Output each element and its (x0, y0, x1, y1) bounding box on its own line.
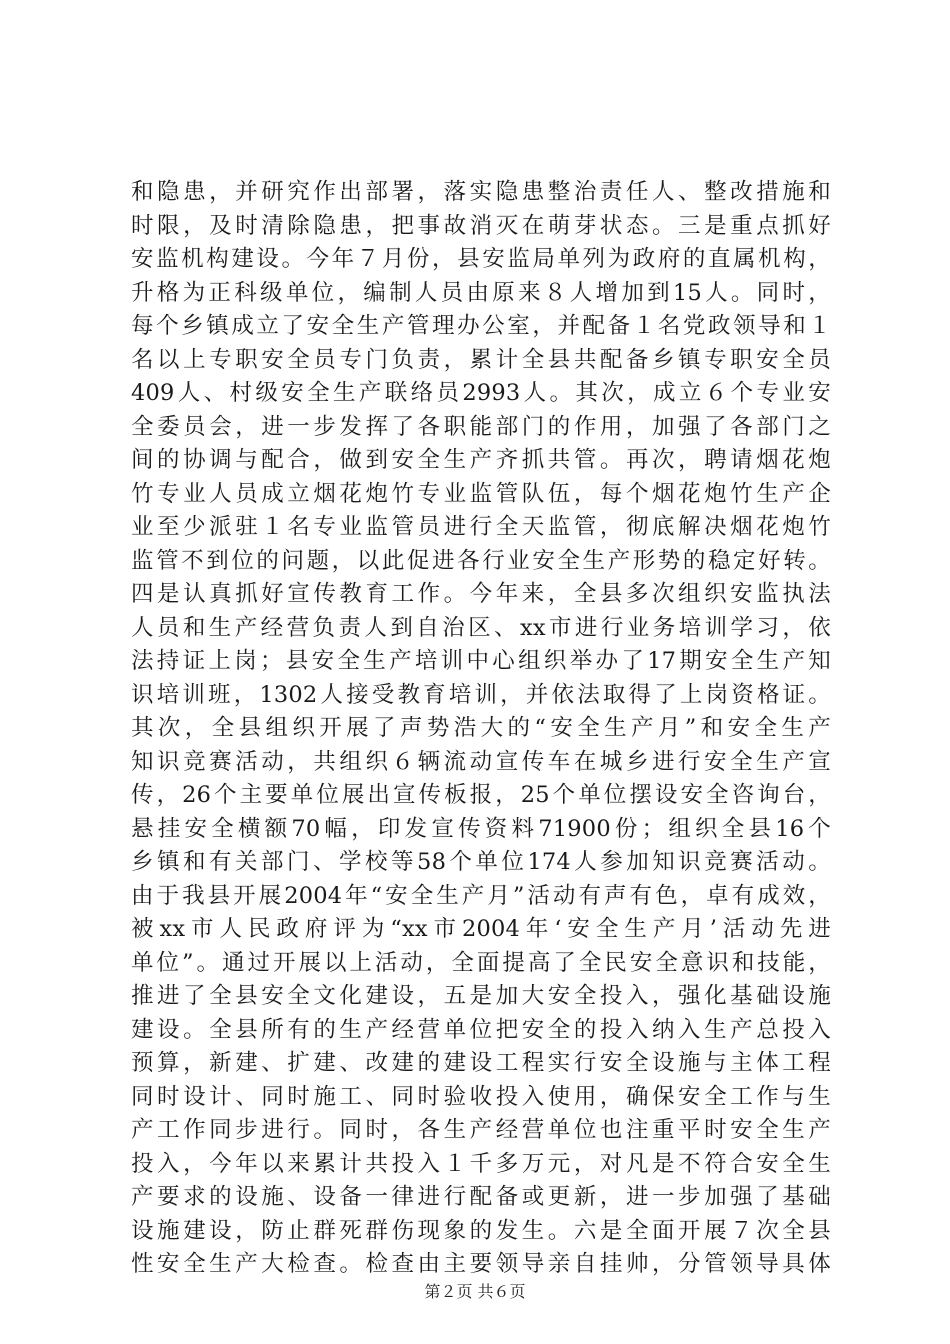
text-line: 升格为正科级单位，编制人员由原来８人增加到15人。同时， (131, 279, 831, 306)
text-line: 时限，及时清除隐患，把事故消灭在萌芽状态。三是重点抓好 (131, 212, 831, 239)
text-line: 全委员会，进一步发挥了各职能部门的作用，加强了各部门之 (131, 413, 831, 440)
text-line: 每个乡镇成立了安全生产管理办公室，并配备１名党政领导和１ (131, 313, 831, 339)
text-line: 同时设计、同时施工、同时验收投入使用，确保安全工作与生 (131, 1083, 831, 1110)
text-line: 性安全生产大检查。检查由主要领导亲自挂帅，分管领导具体 (131, 1251, 831, 1277)
text-line: 其次，全县组织开展了声势浩大的“安全生产月”和安全生产 (131, 715, 831, 741)
text-line: 业至少派驻１名专业监管员进行全天监管，彻底解决烟花炮竹 (131, 514, 831, 540)
text-line: 设施建设，防止群死群伤现象的发生。六是全面开展７次全县 (131, 1217, 831, 1244)
text-line: 间的协调与配合，做到安全生产齐抓共管。再次，聘请烟花炮 (131, 447, 831, 473)
text-line: 和隐患，并研究作出部署，落实隐患整治责任人、整改措施和 (131, 179, 831, 205)
text-line: 产工作同步进行。同时，各生产经营单位也注重平时安全生产 (131, 1117, 831, 1143)
text-line: 单位”。通过开展以上活动，全面提高了全民安全意识和技能， (131, 949, 831, 976)
text-line: 人员和生产经营负责人到自治区、xx市进行业务培训学习，依 (131, 614, 831, 641)
text-line: 知识竞赛活动，共组织６辆流动宣传车在城乡进行安全生产宣 (131, 748, 831, 775)
text-line: 被xx市人民政府评为“xx市2004年‘安全生产月’活动先进 (131, 916, 831, 942)
text-line: 监管不到位的问题，以此促进各行业安全生产形势的稳定好转。 (131, 547, 831, 574)
text-line: 由于我县开展2004年“安全生产月”活动有声有色，卓有成效， (131, 882, 831, 909)
text-line: 识培训班，1302人接受教育培训，并依法取得了上岗资格证。 (131, 681, 831, 708)
text-line: 安监机构建设。今年７月份，县安监局单列为政府的直属机构， (131, 246, 831, 272)
text-line: 推进了全县安全文化建设，五是加大安全投入，强化基础设施 (131, 983, 831, 1009)
text-line: 投入，今年以来累计共投入１千多万元，对凡是不符合安全生 (131, 1150, 831, 1177)
text-line: 竹专业人员成立烟花炮竹专业监管队伍，每个烟花炮竹生产企 (131, 480, 831, 507)
body-text (131, 176, 831, 1282)
text-line: 悬挂安全横额70幅，印发宣传资料71900份；组织全县16个 (131, 815, 831, 842)
text-line: 409人、村级安全生产联络员2993人。其次，成立６个专业安 (131, 380, 831, 406)
text-line: 法持证上岗；县安全生产培训中心组织举办了17期安全生产知 (131, 648, 831, 674)
text-line: 预算，新建、扩建、改建的建设工程实行安全设施与主体工程 (131, 1050, 831, 1076)
page-number-footer: 第２页 共６页 (424, 1282, 526, 1301)
text-line: 建设。全县所有的生产经营单位把安全的投入纳入生产总投入 (131, 1016, 831, 1043)
text-line: 乡镇和有关部门、学校等58个单位174人参加知识竞赛活动。 (131, 849, 831, 875)
text-line: 四是认真抓好宣传教育工作。今年来，全县多次组织安监执法 (131, 581, 831, 607)
text-line: 传，26个主要单位展出宣传板报，25个单位摆设安全咨询台， (131, 782, 831, 808)
text-line: 产要求的设施、设备一律进行配备或更新，进一步加强了基础 (131, 1184, 831, 1210)
text-line: 名以上专职安全员专门负责，累计全县共配备乡镇专职安全员 (131, 346, 831, 373)
